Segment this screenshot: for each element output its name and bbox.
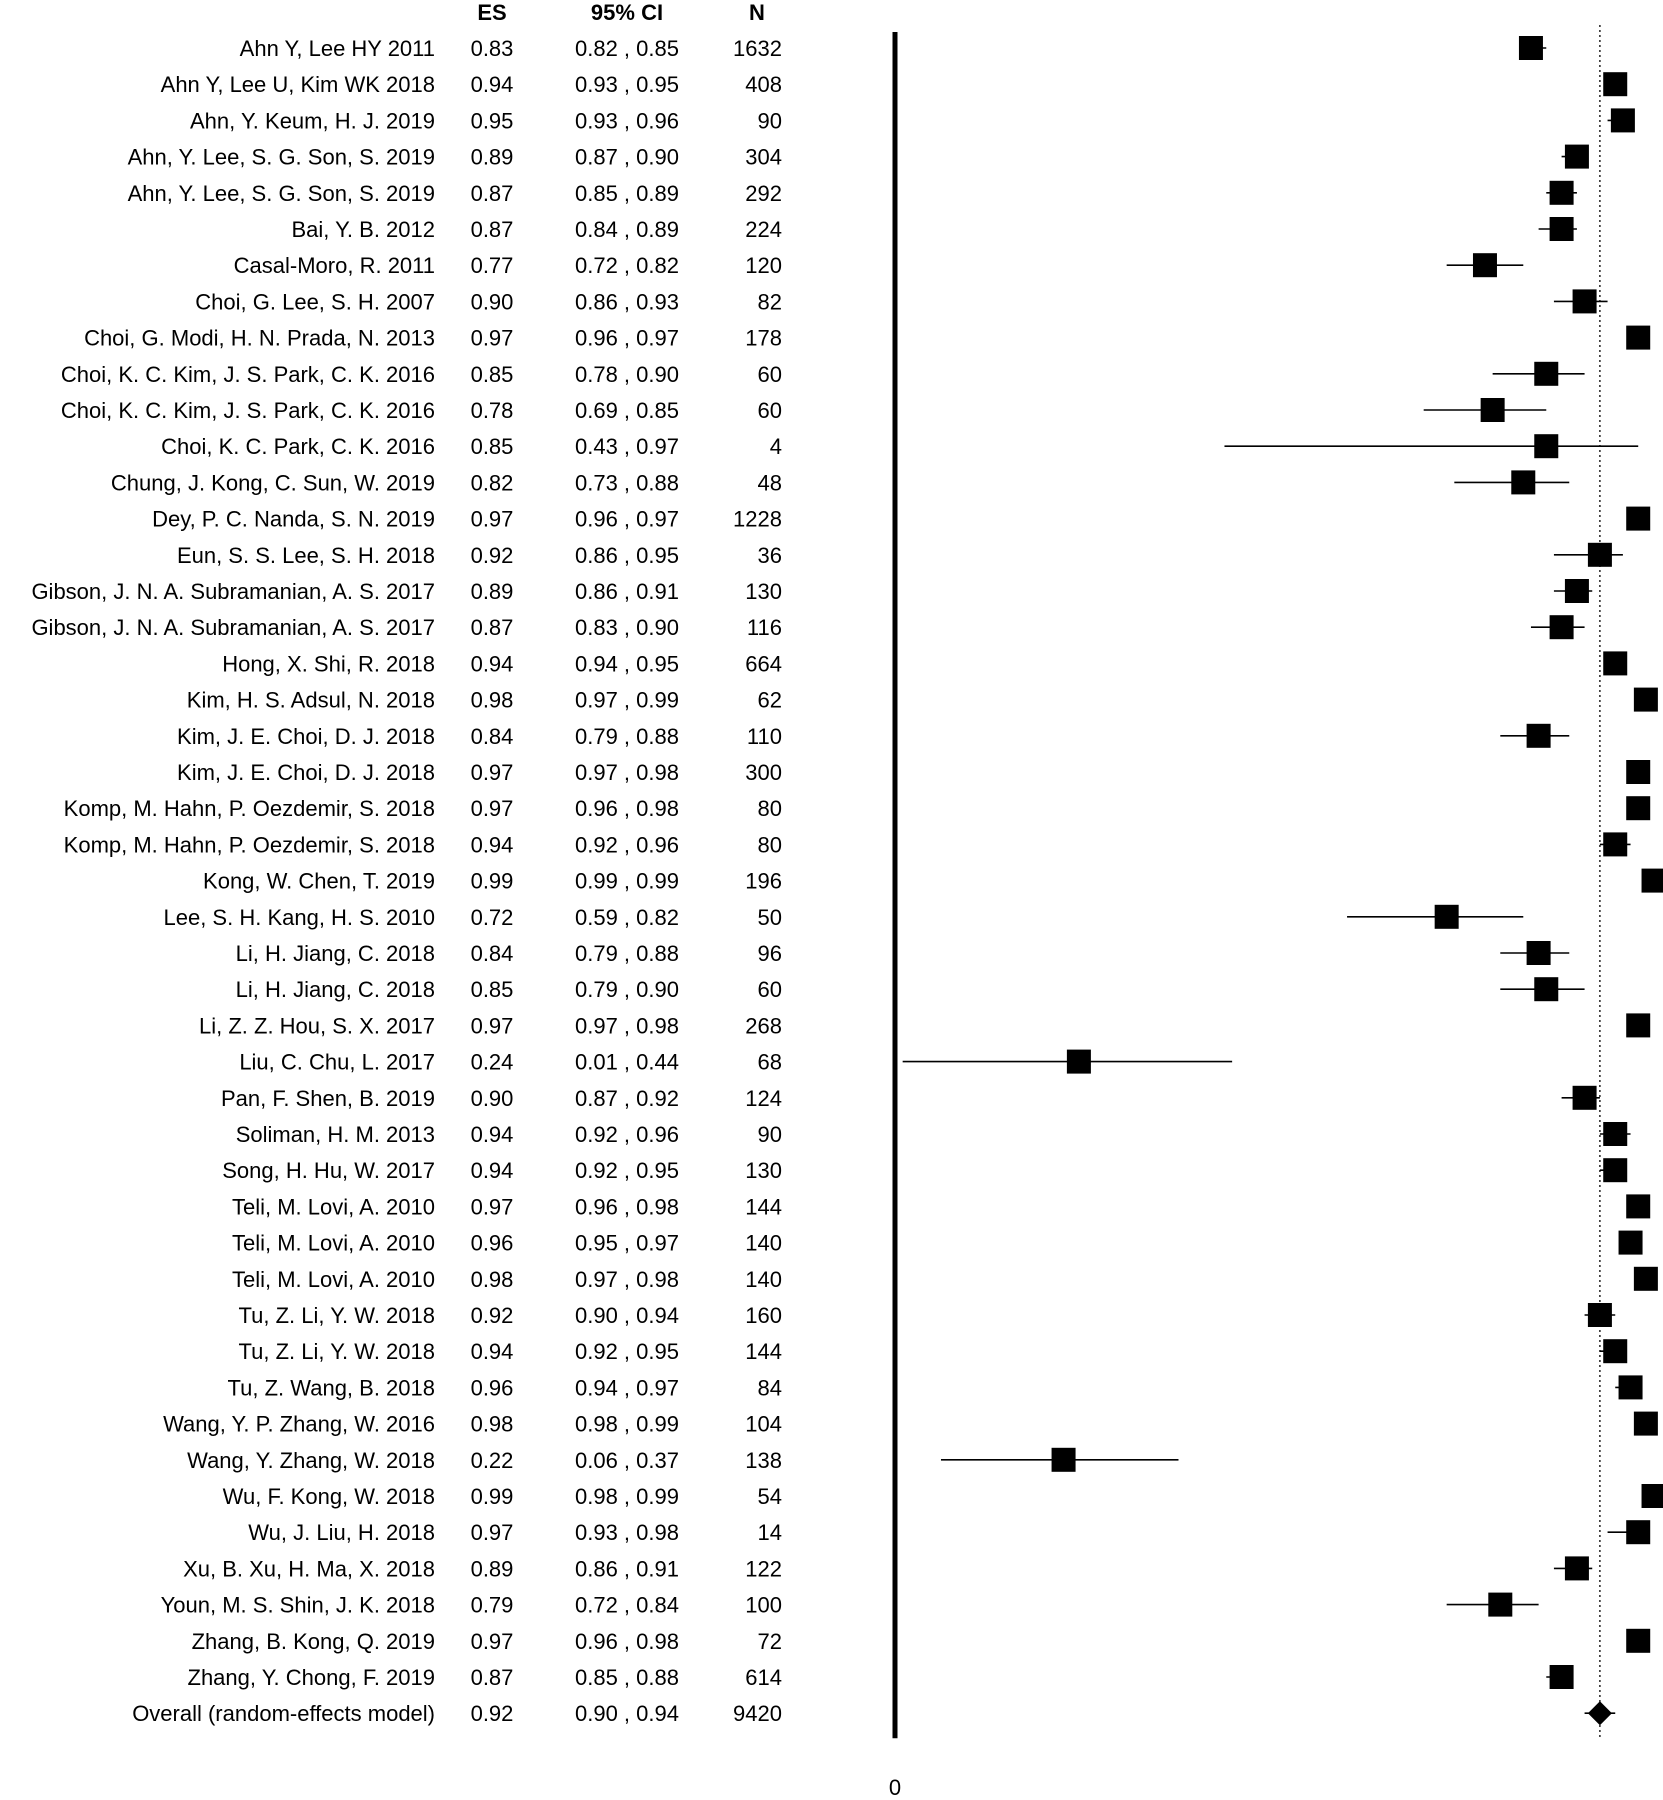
study-label: Xu, B. Xu, H. Ma, X. 2018 (183, 1556, 435, 1582)
study-ci-value: 0.72 , 0.84 (575, 1592, 679, 1618)
study-es-value: 0.98 (470, 687, 514, 713)
study-ci-value: 0.86 , 0.91 (575, 579, 679, 604)
study-n-value: 62 (757, 687, 782, 713)
study-point-marker (1626, 1520, 1650, 1544)
study-point-marker (1052, 1448, 1076, 1472)
study-es-value: 0.89 (470, 1556, 514, 1582)
study-label: Eun, S. S. Lee, S. H. 2018 (176, 542, 435, 568)
overall-es-value: 0.92 (470, 1701, 514, 1727)
study-es-value: 0.97 (470, 1194, 514, 1220)
study-point-marker (1573, 1086, 1597, 1110)
study-n-value: 80 (757, 796, 782, 822)
study-n-value: 68 (757, 1049, 782, 1075)
study-ci-value: 0.96 , 0.98 (575, 1194, 679, 1220)
study-n-value: 130 (745, 1158, 782, 1184)
study-ci-value: 0.86 , 0.93 (575, 289, 679, 315)
study-n-value: 80 (757, 832, 782, 858)
study-n-value: 96 (757, 941, 782, 966)
study-point-marker (1634, 1412, 1658, 1436)
study-point-marker (1527, 941, 1551, 965)
study-es-value: 0.84 (470, 723, 514, 749)
study-es-value: 0.97 (470, 1628, 514, 1654)
study-label: Gibson, J. N. A. Subramanian, A. S. 2017 (31, 579, 435, 604)
study-ci-value: 0.86 , 0.91 (575, 1556, 679, 1582)
study-label: Li, Z. Z. Hou, S. X. 2017 (199, 1013, 435, 1039)
study-label: Komp, M. Hahn, P. Oezdemir, S. 2018 (63, 832, 435, 858)
study-n-value: 48 (757, 470, 782, 496)
overall-label: Overall (random-effects model) (132, 1701, 435, 1727)
study-label: Gibson, J. N. A. Subramanian, A. S. 2017 (31, 615, 435, 641)
study-es-value: 0.92 (470, 1303, 514, 1328)
study-label: Choi, G. Lee, S. H. 2007 (195, 289, 435, 315)
study-ci-value: 0.79 , 0.90 (575, 977, 679, 1003)
study-ci-value: 0.73 , 0.88 (575, 470, 679, 496)
study-ci-value: 0.93 , 0.96 (575, 108, 679, 134)
study-ci-value: 0.87 , 0.92 (575, 1085, 679, 1111)
study-es-value: 0.90 (470, 1085, 514, 1111)
study-n-value: 84 (757, 1375, 782, 1401)
study-es-value: 0.95 (470, 108, 514, 134)
study-n-value: 196 (745, 868, 782, 894)
study-es-value: 0.99 (470, 868, 514, 894)
study-es-value: 0.94 (470, 651, 514, 677)
study-n-value: 122 (745, 1556, 782, 1582)
study-point-marker (1519, 36, 1543, 60)
study-n-value: 14 (757, 1520, 782, 1546)
study-label: Tu, Z. Li, Y. W. 2018 (238, 1303, 435, 1328)
study-ci-value: 0.85 , 0.89 (575, 180, 679, 206)
study-point-marker (1603, 1158, 1627, 1182)
study-ci-value: 0.97 , 0.98 (575, 1013, 679, 1039)
study-ci-value: 0.92 , 0.96 (575, 1122, 679, 1147)
study-point-marker (1473, 253, 1497, 277)
study-point-marker (1565, 1556, 1589, 1580)
study-label: Kim, H. S. Adsul, N. 2018 (186, 687, 435, 713)
study-point-marker (1603, 832, 1627, 856)
study-ci-value: 0.93 , 0.95 (575, 72, 679, 98)
study-ci-value: 0.96 , 0.98 (575, 796, 679, 822)
study-n-value: 130 (745, 579, 782, 604)
study-point-marker (1588, 1303, 1612, 1327)
study-label: Teli, M. Lovi, A. 2010 (232, 1266, 435, 1292)
study-n-value: 90 (757, 108, 782, 134)
study-n-value: 614 (745, 1665, 782, 1690)
study-label: Ahn, Y. Keum, H. J. 2019 (189, 108, 435, 134)
study-ci-value: 0.82 , 0.85 (575, 36, 679, 61)
study-point-marker (1588, 543, 1612, 567)
study-label: Wang, Y. Zhang, W. 2018 (187, 1447, 435, 1473)
study-es-value: 0.87 (470, 180, 514, 206)
study-ci-value: 0.92 , 0.95 (575, 1158, 679, 1184)
study-label: Wang, Y. P. Zhang, W. 2016 (163, 1411, 435, 1437)
study-n-value: 36 (757, 542, 782, 568)
study-point-marker (1603, 72, 1627, 96)
study-es-value: 0.85 (470, 434, 514, 460)
study-es-value: 0.97 (470, 1013, 514, 1039)
study-n-value: 224 (745, 217, 782, 242)
study-label: Kim, J. E. Choi, D. J. 2018 (177, 723, 435, 749)
study-label: Choi, K. C. Kim, J. S. Park, C. K. 2016 (60, 361, 435, 387)
study-es-value: 0.22 (470, 1447, 514, 1473)
study-point-marker (1550, 615, 1574, 639)
study-label: Liu, C. Chu, L. 2017 (239, 1049, 435, 1075)
study-es-value: 0.99 (470, 1484, 514, 1509)
study-point-marker (1511, 470, 1535, 494)
header-n: N (749, 0, 765, 25)
study-point-marker (1626, 507, 1650, 531)
study-ci-value: 0.97 , 0.98 (575, 1266, 679, 1292)
study-es-value: 0.97 (470, 325, 514, 351)
study-label: Soliman, H. M. 2013 (235, 1122, 435, 1147)
study-ci-value: 0.94 , 0.95 (575, 651, 679, 677)
study-point-marker (1603, 651, 1627, 675)
study-label: Wu, F. Kong, W. 2018 (222, 1484, 435, 1509)
study-ci-value: 0.78 , 0.90 (575, 361, 679, 387)
study-es-value: 0.98 (470, 1266, 514, 1292)
study-label: Lee, S. H. Kang, H. S. 2010 (163, 904, 435, 930)
study-ci-value: 0.84 , 0.89 (575, 217, 679, 242)
study-point-marker (1626, 1013, 1650, 1037)
study-es-value: 0.77 (470, 253, 514, 279)
study-es-value: 0.94 (470, 1339, 514, 1365)
study-ci-value: 0.83 , 0.90 (575, 615, 679, 641)
study-n-value: 292 (745, 180, 782, 206)
study-ci-value: 0.86 , 0.95 (575, 542, 679, 568)
study-label: Ahn Y, Lee HY 2011 (239, 36, 435, 61)
study-label: Zhang, Y. Chong, F. 2019 (187, 1665, 435, 1690)
overall-ci-value: 0.90 , 0.94 (575, 1701, 679, 1727)
study-n-value: 60 (757, 977, 782, 1003)
study-point-marker (1565, 579, 1589, 603)
study-ci-value: 0.92 , 0.95 (575, 1339, 679, 1365)
study-n-value: 664 (745, 651, 782, 677)
study-ci-value: 0.90 , 0.94 (575, 1303, 679, 1328)
study-ci-value: 0.92 , 0.96 (575, 832, 679, 858)
study-es-value: 0.97 (470, 796, 514, 822)
study-label: Casal-Moro, R. 2011 (233, 253, 435, 279)
study-label: Kong, W. Chen, T. 2019 (203, 868, 435, 894)
study-point-marker (1527, 724, 1551, 748)
study-point-marker (1573, 289, 1597, 313)
study-es-value: 0.90 (470, 289, 514, 315)
study-point-marker (1611, 108, 1635, 132)
study-es-value: 0.97 (470, 760, 514, 785)
study-es-value: 0.92 (470, 542, 514, 568)
study-es-value: 0.83 (470, 36, 514, 61)
study-label: Pan, F. Shen, B. 2019 (220, 1085, 435, 1111)
study-es-value: 0.24 (470, 1049, 514, 1075)
study-es-value: 0.84 (470, 941, 514, 966)
plot-layer (31, 25, 1663, 1738)
study-es-value: 0.89 (470, 579, 514, 604)
study-point-marker (1603, 1339, 1627, 1363)
study-point-marker (1619, 1231, 1643, 1255)
study-es-value: 0.87 (470, 615, 514, 641)
study-point-marker (1550, 181, 1574, 205)
study-label: Ahn, Y. Lee, S. G. Son, S. 2019 (127, 144, 435, 170)
study-ci-value: 0.43 , 0.97 (575, 434, 679, 460)
study-n-value: 110 (746, 723, 782, 749)
study-ci-value: 0.98 , 0.99 (575, 1411, 679, 1437)
study-point-marker (1626, 1629, 1650, 1653)
study-n-value: 90 (757, 1122, 782, 1147)
study-es-value: 0.97 (470, 1520, 514, 1546)
study-n-value: 160 (745, 1303, 782, 1328)
study-n-value: 1632 (733, 36, 782, 61)
study-n-value: 1228 (733, 506, 782, 532)
study-label: Tu, Z. Wang, B. 2018 (227, 1375, 435, 1401)
study-es-value: 0.94 (470, 1158, 514, 1184)
study-ci-value: 0.79 , 0.88 (575, 941, 679, 966)
study-label: Wu, J. Liu, H. 2018 (248, 1520, 435, 1546)
study-label: Choi, K. C. Kim, J. S. Park, C. K. 2016 (60, 398, 435, 423)
study-n-value: 140 (745, 1230, 782, 1256)
study-ci-value: 0.97 , 0.99 (575, 687, 679, 713)
study-point-marker (1634, 688, 1658, 712)
study-label: Kim, J. E. Choi, D. J. 2018 (177, 760, 435, 785)
study-point-marker (1435, 905, 1459, 929)
study-n-value: 120 (745, 253, 782, 279)
study-n-value: 4 (769, 434, 782, 460)
study-n-value: 72 (757, 1628, 782, 1654)
study-n-value: 144 (745, 1194, 782, 1220)
study-n-value: 138 (745, 1447, 782, 1473)
study-n-value: 268 (745, 1013, 782, 1039)
study-label: Song, H. Hu, W. 2017 (222, 1158, 435, 1184)
study-point-marker (1626, 796, 1650, 820)
study-point-marker (1534, 434, 1558, 458)
study-label: Li, H. Jiang, C. 2018 (235, 977, 435, 1003)
header-es: ES (477, 0, 507, 25)
study-n-value: 54 (757, 1484, 782, 1509)
study-n-value: 116 (746, 615, 782, 641)
study-es-value: 0.72 (470, 904, 514, 930)
study-ci-value: 0.99 , 0.99 (575, 868, 679, 894)
study-ci-value: 0.97 , 0.98 (575, 760, 679, 785)
study-ci-value: 0.96 , 0.97 (575, 506, 679, 532)
study-label: Choi, G. Modi, H. N. Prada, N. 2013 (84, 325, 435, 351)
overall-diamond (1588, 1701, 1612, 1725)
study-es-value: 0.98 (470, 1411, 514, 1437)
study-point-marker (1634, 1267, 1658, 1291)
study-es-value: 0.94 (470, 1122, 514, 1147)
study-point-marker (1642, 1484, 1663, 1508)
study-n-value: 82 (757, 289, 782, 315)
study-ci-value: 0.01 , 0.44 (575, 1049, 679, 1075)
zero-axis-label: 0 (888, 1775, 902, 1800)
study-point-marker (1481, 398, 1505, 422)
study-ci-value: 0.69 , 0.85 (575, 398, 679, 423)
study-label: Youn, M. S. Shin, J. K. 2018 (160, 1592, 435, 1618)
study-ci-value: 0.95 , 0.97 (575, 1230, 679, 1256)
study-point-marker (1534, 977, 1558, 1001)
study-n-value: 300 (745, 760, 782, 785)
study-ci-value: 0.96 , 0.98 (575, 1628, 679, 1654)
study-ci-value: 0.96 , 0.97 (575, 325, 679, 351)
study-label: Teli, M. Lovi, A. 2010 (232, 1194, 435, 1220)
study-ci-value: 0.93 , 0.98 (575, 1520, 679, 1546)
study-ci-value: 0.72 , 0.82 (575, 253, 679, 279)
study-es-value: 0.96 (470, 1375, 514, 1401)
study-label: Bai, Y. B. 2012 (291, 217, 435, 242)
study-es-value: 0.97 (470, 506, 514, 532)
study-label: Choi, K. C. Park, C. K. 2016 (161, 434, 435, 460)
study-label: Zhang, B. Kong, Q. 2019 (191, 1628, 435, 1654)
study-label: Li, H. Jiang, C. 2018 (235, 941, 435, 966)
study-es-value: 0.79 (470, 1592, 514, 1618)
study-n-value: 60 (757, 361, 782, 387)
study-ci-value: 0.94 , 0.97 (575, 1375, 679, 1401)
study-point-marker (1534, 362, 1558, 386)
study-label: Hong, X. Shi, R. 2018 (222, 651, 435, 677)
study-label: Ahn Y, Lee U, Kim WK 2018 (160, 72, 435, 98)
study-label: Chung, J. Kong, C. Sun, W. 2019 (110, 470, 435, 496)
study-es-value: 0.85 (470, 977, 514, 1003)
study-ci-value: 0.85 , 0.88 (575, 1665, 679, 1690)
study-point-marker (1626, 760, 1650, 784)
header-ci: 95% CI (590, 0, 664, 25)
study-label: Dey, P. C. Nanda, S. N. 2019 (152, 506, 435, 532)
study-point-marker (1626, 326, 1650, 350)
study-point-marker (1619, 1375, 1643, 1399)
study-label: Ahn, Y. Lee, S. G. Son, S. 2019 (127, 180, 435, 206)
study-n-value: 104 (745, 1411, 782, 1437)
study-es-value: 0.96 (470, 1230, 514, 1256)
study-n-value: 304 (745, 144, 782, 170)
study-label: Tu, Z. Li, Y. W. 2018 (238, 1339, 435, 1365)
study-n-value: 140 (745, 1266, 782, 1292)
study-n-value: 124 (745, 1085, 782, 1111)
study-point-marker (1642, 869, 1663, 893)
study-n-value: 408 (745, 72, 782, 98)
study-ci-value: 0.79 , 0.88 (575, 723, 679, 749)
study-es-value: 0.82 (470, 470, 514, 496)
study-point-marker (1565, 145, 1589, 169)
study-es-value: 0.78 (470, 398, 514, 423)
study-es-value: 0.89 (470, 144, 514, 170)
overall-n-value: 9420 (733, 1701, 782, 1727)
study-es-value: 0.87 (470, 1665, 514, 1690)
study-point-marker (1603, 1122, 1627, 1146)
study-point-marker (1067, 1050, 1091, 1074)
study-es-value: 0.85 (470, 361, 514, 387)
study-es-value: 0.87 (470, 217, 514, 242)
study-point-marker (1550, 217, 1574, 241)
study-n-value: 60 (757, 398, 782, 423)
study-point-marker (1488, 1593, 1512, 1617)
study-n-value: 144 (745, 1339, 782, 1365)
study-point-marker (1626, 1194, 1650, 1218)
study-ci-value: 0.98 , 0.99 (575, 1484, 679, 1509)
study-point-marker (1550, 1665, 1574, 1689)
study-n-value: 100 (745, 1592, 782, 1618)
study-ci-value: 0.59 , 0.82 (575, 904, 679, 930)
study-label: Komp, M. Hahn, P. Oezdemir, S. 2018 (63, 796, 435, 822)
study-label: Teli, M. Lovi, A. 2010 (232, 1230, 435, 1256)
study-es-value: 0.94 (470, 832, 514, 858)
study-es-value: 0.94 (470, 72, 514, 98)
study-n-value: 50 (757, 904, 782, 930)
study-ci-value: 0.06 , 0.37 (575, 1447, 679, 1473)
study-ci-value: 0.87 , 0.90 (575, 144, 679, 170)
study-n-value: 178 (745, 325, 782, 351)
